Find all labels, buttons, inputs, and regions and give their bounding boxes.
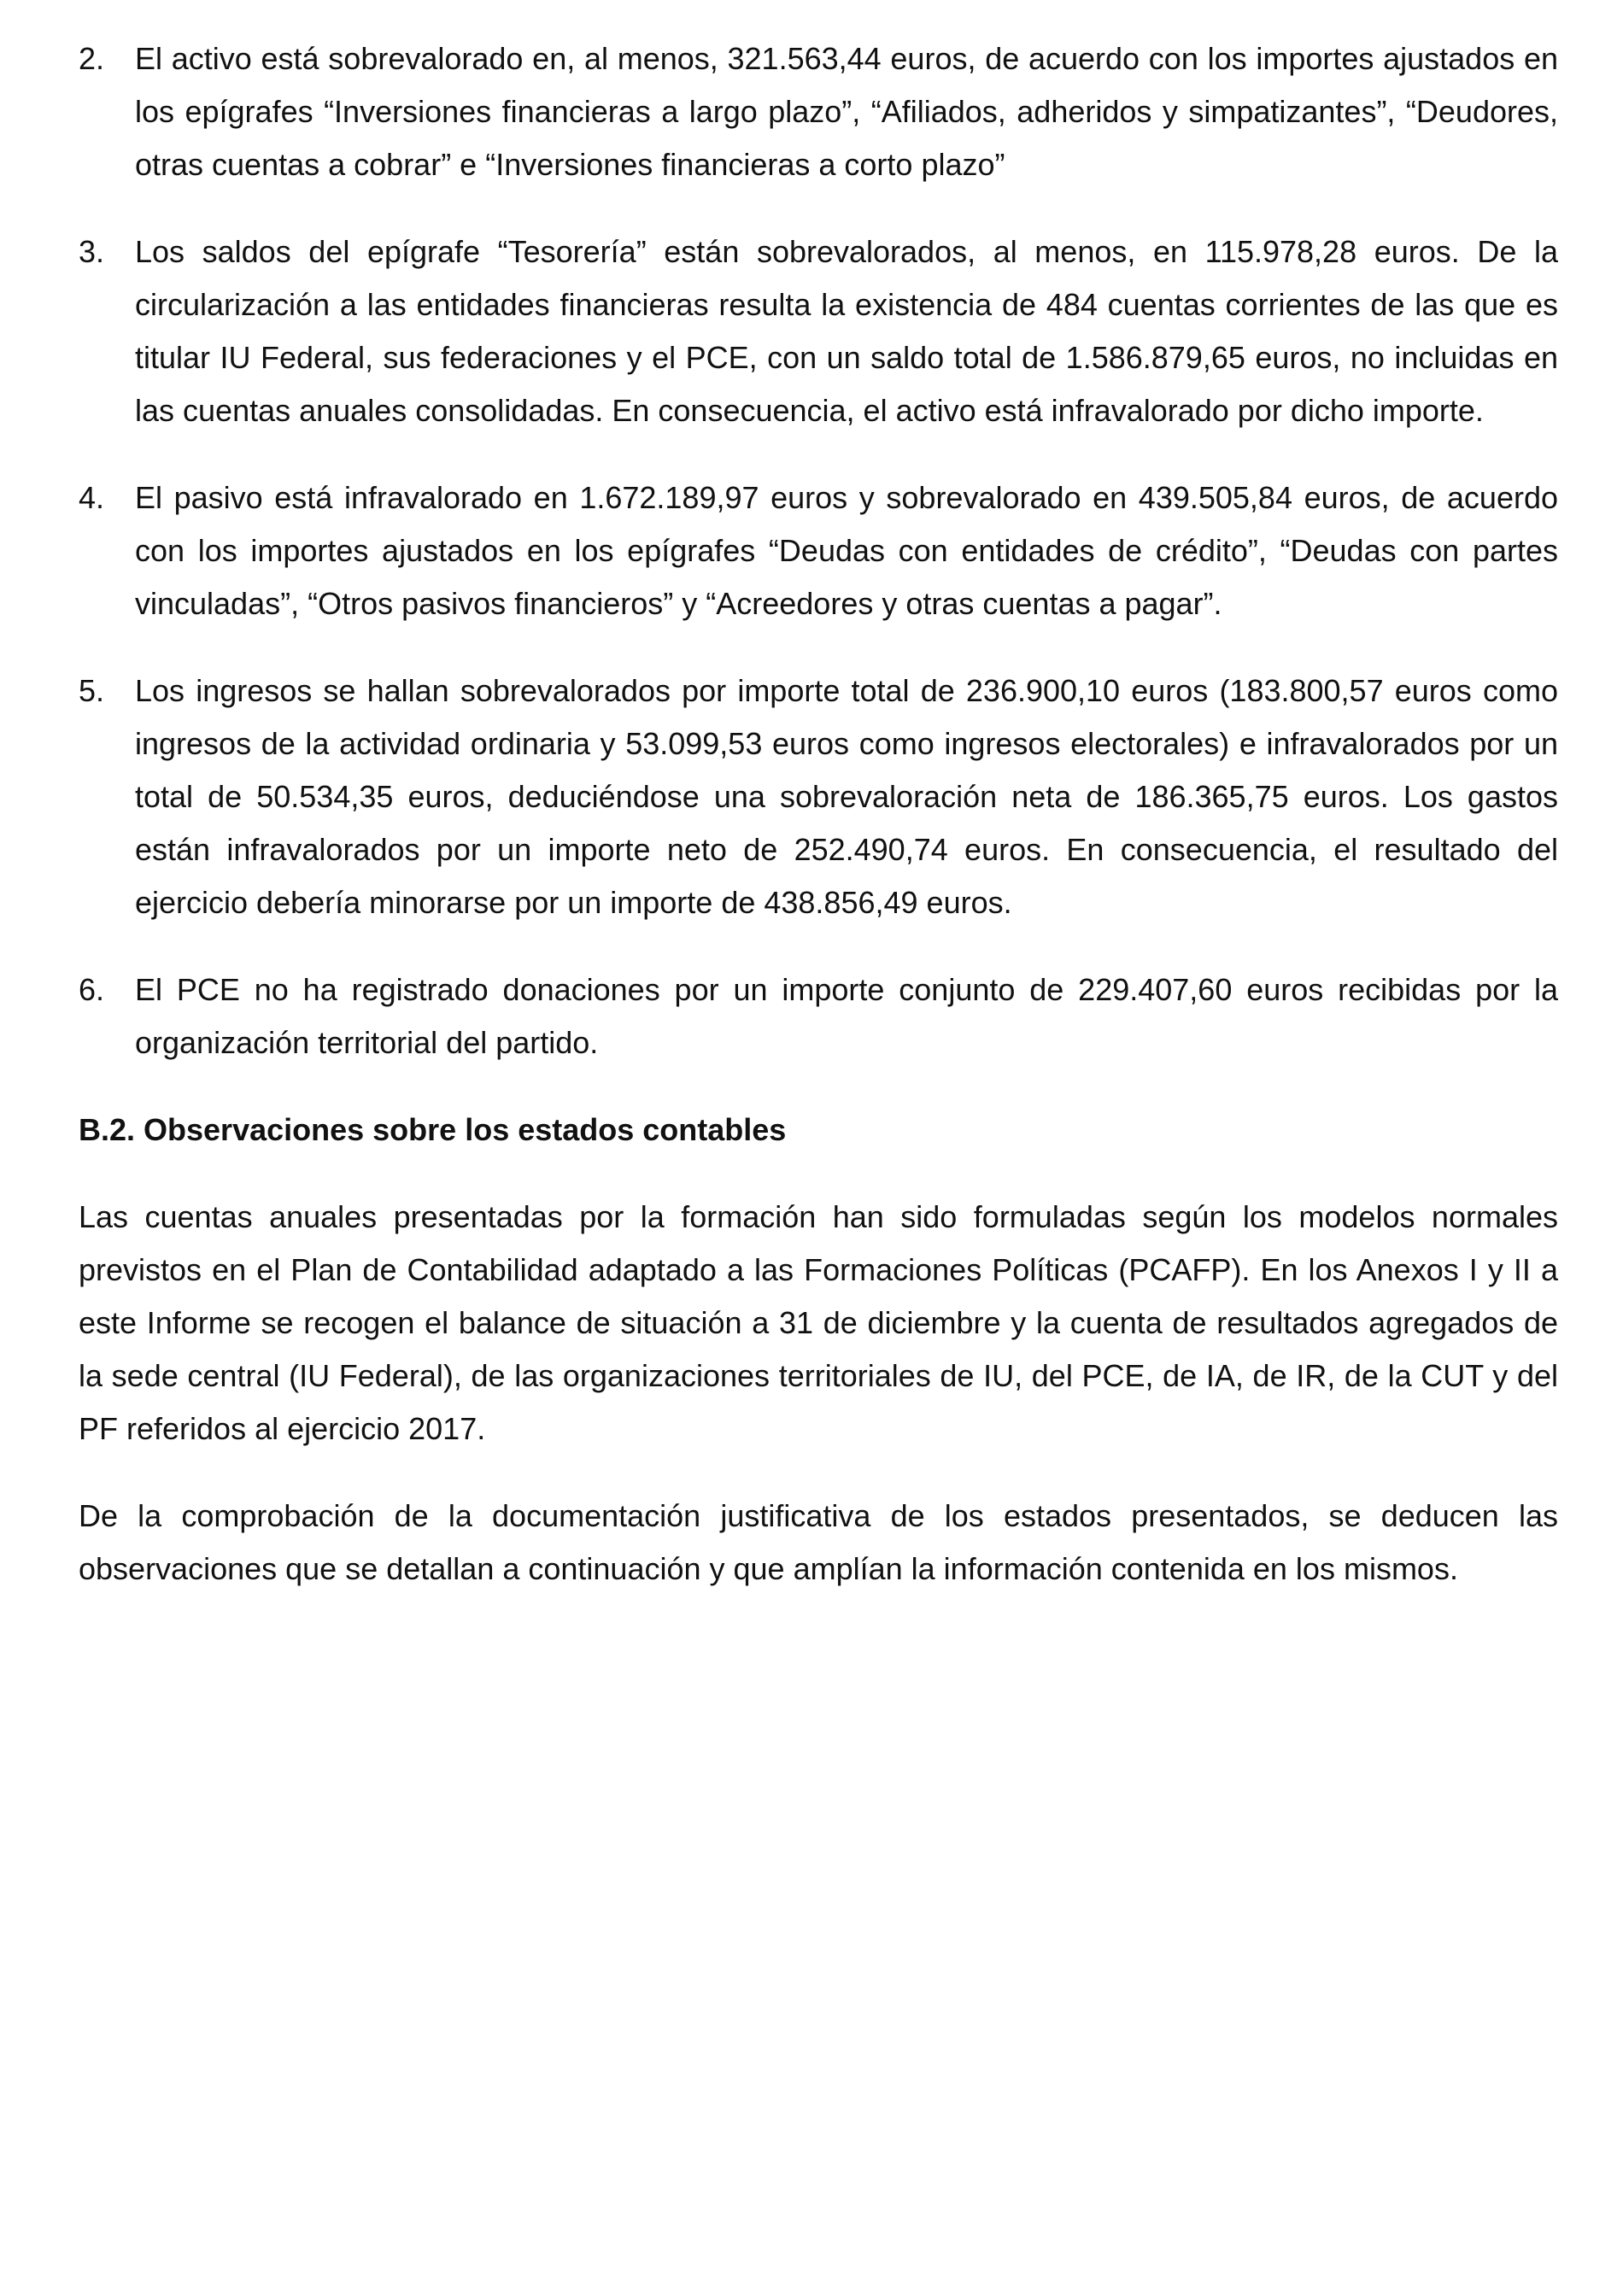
list-item [79, 964, 1558, 1069]
list-item-number: 6. [79, 972, 105, 1007]
list-item-number: 4. [79, 480, 105, 515]
section-heading: B.2. Observaciones sobre los estados contables [79, 1112, 787, 1147]
list-item-text: El pasivo está infravalorado en 1.672.189,97 euros y sobrevalorado en 439.505,84 euros, de acuerdo con los importes ajustados en los epígrafes “Deudas con entidades de crédito”, “Deudas con partes vinculadas”, “Otros pasivos financieros” y “Acreedores y otras cuentas a pagar”. [135, 480, 1558, 621]
list-item [79, 32, 1558, 191]
list-item [79, 226, 1558, 437]
document-page [79, 32, 1558, 1630]
list-item-text: Los ingresos se hallan sobrevalorados por importe total de 236.900,10 euros (183.800,57 euros como ingresos de la actividad ordinaria y 53.099,53 euros como ingresos electorales) e infravalorados por un total de 50.534,35 euros, deduciéndose una sobrevaloración neta de 186.365,75 euros. Los gastos están infravalorados por un importe neto de 252.490,74 euros. En consecuencia, el resultado del ejercicio debería minorarse por un importe de 438.856,49 euros. [135, 673, 1558, 920]
list-item-number: 3. [79, 234, 105, 269]
list-item-text: El activo está sobrevalorado en, al menos, 321.563,44 euros, de acuerdo con los importes ajustados en los epígrafes “Inversiones financieras a largo plazo”, “Afiliados, adheridos y simpatizantes”, “Deudores, otras cuentas a cobrar” e “Inversiones financieras a corto plazo” [135, 41, 1558, 182]
findings-list [79, 32, 1558, 1069]
list-item [79, 665, 1558, 929]
body-paragraph: Las cuentas anuales presentadas por la formación han sido formuladas según los modelos normales previstos en el Plan de Contabilidad adaptado a las Formaciones Políticas (PCAFP). En los Anexos I y II a este Informe se recogen el balance de situación a 31 de diciembre y la cuenta de resultados agregados de la sede central (IU Federal), de las organizaciones territoriales de IU, del PCE, de IA, de IR, de la CUT y del PF referidos al ejercicio 2017. [79, 1199, 1558, 1446]
list-item [79, 472, 1558, 630]
list-item-text: El PCE no ha registrado donaciones por un importe conjunto de 229.407,60 euros recibidas por la organización territorial del partido. [135, 972, 1558, 1060]
list-item-number: 5. [79, 673, 105, 708]
list-item-number: 2. [79, 41, 105, 76]
list-item-text: Los saldos del epígrafe “Tesorería” están sobrevalorados, al menos, en 115.978,28 euros. De la circularización a las entidades financieras resulta la existencia de 484 cuentas corrientes de las que es titular IU Federal, sus federaciones y el PCE, con un saldo total de 1.586.879,65 euros, no incluidas en las cuentas anuales consolidadas. En consecuencia, el activo está infravalorado por dicho importe. [135, 234, 1558, 428]
body-paragraph: De la comprobación de la documentación justificativa de los estados presentados, se deducen las observaciones que se detallan a continuación y que amplían la información contenida en los mismos. [79, 1498, 1558, 1586]
